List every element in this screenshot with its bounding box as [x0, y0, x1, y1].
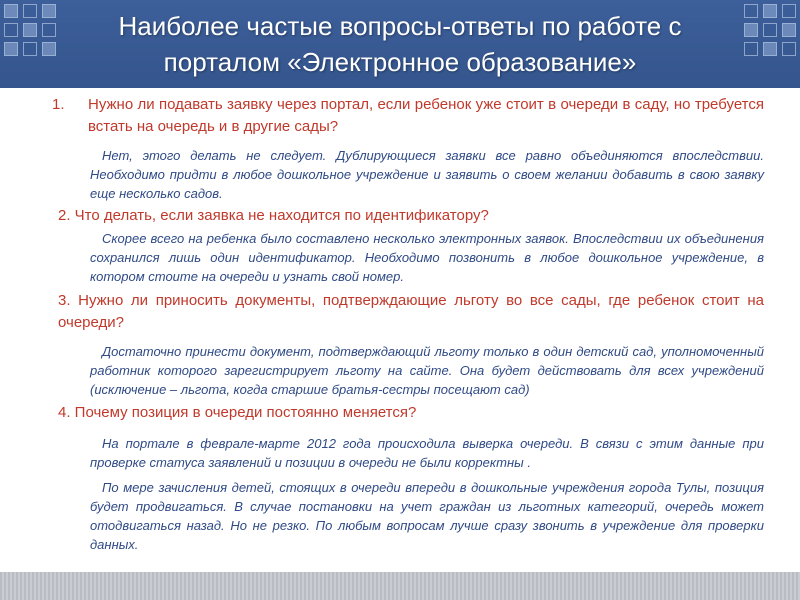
- decorative-squares-right: [744, 4, 796, 56]
- slide-title-line1: Наиболее частые вопросы-ответы по работе с: [118, 11, 682, 41]
- faq-question-3: 3. Нужно ли приносить документы, подтверждающие льготу во все сады, где ребенок стоит на очереди?: [58, 292, 764, 331]
- faq-question-1-text: Нужно ли подавать заявку через портал, если ребенок уже стоит в очереди в саду, но требуется встать на очередь и в другие сады?: [88, 96, 764, 135]
- faq-question-4: 4. Почему позиция в очереди постоянно меняется?: [58, 404, 417, 421]
- faq-question-2: 2. Что делать, если заявка не находится по идентификатору?: [58, 207, 489, 224]
- title-bar: [0, 0, 800, 88]
- slide-title: [70, 8, 730, 80]
- decorative-squares-left: [4, 4, 56, 56]
- faq-answer-4-continued: По мере зачисления детей, стоящих в очереди впереди в дошкольные учреждения города Тулы, позиция будет продвигаться. В случае постановки на учет граждан из льготных категорий, очередь может отодвигаться назад. Но не резко. По любым вопросам лучше сразу звонить в учреждение для проверки данных.: [90, 480, 764, 552]
- faq-answer-4: На портале в феврале-марте 2012 года происходила выверка очереди. В связи с этим данные при проверке статуса заявлений и позиции в очереди не были корректны .: [90, 436, 764, 470]
- slide-title-line2: порталом «Электронное образование»: [163, 47, 637, 77]
- faq-answer-3: Достаточно принести документ, подтверждающий льготу только в один детский сад, уполномоченный работник которого зарегистрирует льготу на сайте. Она будет действовать для всех учреждений (исключение – льгота, когда старшие братья-сестры посещают сад): [90, 344, 764, 397]
- faq-list: [52, 94, 764, 554]
- footer-stripe: [0, 572, 800, 600]
- faq-answer-2: Скорее всего на ребенка было составлено несколько электронных заявок. Впоследствии их объединения сохранился лишь один идентификатор. Необходимо позвонить в любое дошкольное учреждение, в котором стоите на очереди и узнать свой номер.: [90, 231, 764, 284]
- faq-answer-1: Нет, этого делать не следует. Дублирующиеся заявки все равно объединяются впоследствии. Необходимо придти в любое дошкольное учреждение и заявить о своем желании добавить в свою заявку еще несколько садов.: [90, 148, 764, 201]
- faq-question-1-number: 1.: [52, 96, 65, 113]
- faq-question-1: [52, 94, 764, 138]
